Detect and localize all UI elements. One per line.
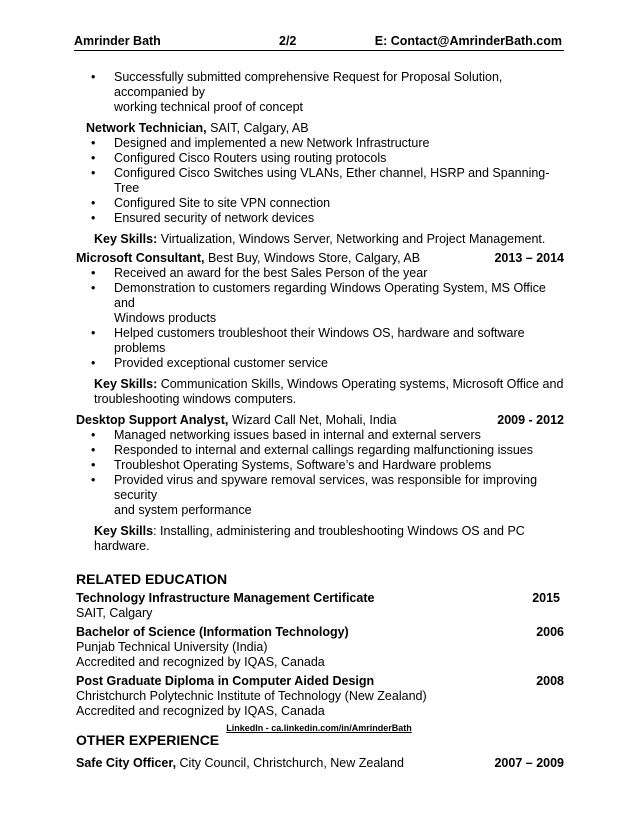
key-skills-text: Virtualization, Windows Server, Networking and Project Management.	[157, 232, 546, 246]
list-item: • Configured Site to site VPN connection	[76, 196, 564, 211]
list-item: • Provided virus and spyware removal services, was responsible for improving security and system performance	[76, 473, 564, 518]
education-institution: Christchurch Polytechnic Institute of Technology (New Zealand)	[76, 689, 427, 703]
list-item: • Provided exceptional customer service	[76, 356, 564, 371]
education-title: Bachelor of Science (Information Technology)	[76, 625, 349, 639]
job-heading	[76, 413, 564, 428]
job-place: City Council, Christchurch, New Zealand	[176, 756, 404, 770]
header-name: Amrinder Bath	[74, 34, 161, 48]
list-item: • Designed and implemented a new Network Infrastructure	[76, 136, 564, 151]
other-experience-heading: OTHER EXPERIENCE	[76, 732, 220, 748]
job-title: Network Technician,	[86, 121, 207, 135]
desktop-support-section	[76, 413, 564, 554]
job-place: Best Buy, Windows Store, Calgary, AB	[204, 251, 421, 265]
key-skills-label: Key Skills	[94, 524, 154, 538]
page-header	[74, 34, 564, 51]
job-title: Microsoft Consultant,	[76, 251, 205, 265]
job-dates: 2007 – 2009	[494, 756, 564, 770]
resume-content	[76, 70, 564, 771]
education-accreditation: Accredited and recognized by IQAS, Canada	[76, 704, 325, 718]
education-year: 2015	[532, 591, 560, 605]
education-title: Post Graduate Diploma in Computer Aided Design	[76, 674, 375, 688]
education-institution: Punjab Technical University (India)	[76, 640, 268, 654]
job-dates: 2013 – 2014	[494, 251, 564, 265]
job-place: Wizard Call Net, Mohali, India	[228, 413, 397, 427]
linkedin-link[interactable]: LinkedIn - ca.linkedin.com/in/AmrinderBath	[226, 723, 412, 733]
job-bullets	[76, 136, 564, 226]
other-experience-item	[76, 756, 564, 771]
rfp-bullet-list	[76, 70, 564, 115]
list-item: • Managed networking issues based in internal and external servers	[76, 428, 564, 443]
key-skills	[76, 377, 564, 407]
job-title: Safe City Officer,	[76, 756, 177, 770]
list-item: • Demonstration to customers regarding Windows Operating System, MS Office and Windows products	[76, 281, 564, 326]
job-dates: 2009 - 2012	[497, 413, 564, 427]
education-item	[76, 625, 564, 670]
education-institution: SAIT, Calgary	[76, 606, 153, 620]
education-item	[76, 591, 564, 621]
job-bullets	[76, 266, 564, 371]
list-item: • Helped customers troubleshoot their Windows OS, hardware and software problems	[76, 326, 564, 356]
list-item: • Ensured security of network devices	[76, 211, 564, 226]
key-skills-text-cont: troubleshooting windows computers.	[94, 392, 297, 406]
microsoft-consultant-section	[76, 251, 564, 407]
list-item: • Configured Cisco Switches using VLANs, Ether channel, HSRP and Spanning-Tree	[76, 166, 564, 196]
education-year: 2006	[536, 625, 564, 639]
list-item: • Responded to internal and external callings regarding malfunctioning issues	[76, 443, 564, 458]
job-title: Desktop Support Analyst,	[76, 413, 229, 427]
key-skills	[86, 232, 564, 247]
job-bullets	[76, 428, 564, 518]
job-place: SAIT, Calgary, AB	[206, 121, 309, 135]
key-skills	[76, 524, 564, 554]
education-year: 2008	[536, 674, 564, 688]
key-skills-text: Communication Skills, Windows Operating systems, Microsoft Office and	[157, 377, 564, 391]
key-skills-label: Key Skills:	[94, 232, 158, 246]
list-item: • Troubleshot Operating Systems, Software’s and Hardware problems	[76, 458, 564, 473]
key-skills-label: Key Skills:	[94, 377, 158, 391]
list-item: • Successfully submitted comprehensive Request for Proposal Solution, accompanied by working technical proof of concept	[76, 70, 564, 115]
list-item: • Received an award for the best Sales Person of the year	[76, 266, 564, 281]
header-email: E: Contact@AmrinderBath.com	[374, 34, 562, 48]
job-heading	[86, 121, 564, 136]
job-heading	[76, 251, 564, 266]
education-item	[76, 674, 564, 719]
education-title: Technology Infrastructure Management Certificate	[76, 591, 375, 605]
key-skills-text: : Installing, administering and troubleshooting Windows OS and PC hardware.	[94, 524, 525, 553]
network-technician-section	[76, 121, 564, 247]
header-page-number: 2/2	[279, 34, 297, 48]
education-heading: RELATED EDUCATION	[76, 571, 228, 587]
list-item: • Configured Cisco Routers using routing protocols	[76, 151, 564, 166]
education-accreditation: Accredited and recognized by IQAS, Canada	[76, 655, 325, 669]
